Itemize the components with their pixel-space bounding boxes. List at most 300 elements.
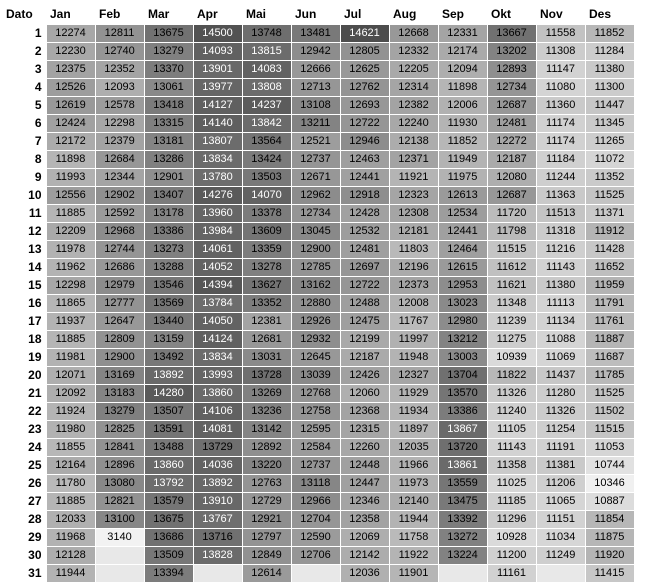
heatmap-cell: 13892: [144, 367, 193, 385]
heatmap-cell: 13984: [193, 223, 242, 241]
column-header-jun: Jun: [291, 4, 340, 25]
heatmap-cell: 11415: [585, 565, 634, 583]
table-row: [6, 331, 634, 349]
heatmap-cell: 14070: [242, 187, 291, 205]
heatmap-cell: 11345: [585, 115, 634, 133]
heatmap-cell: 12187: [340, 349, 389, 367]
heatmap-cell: 12382: [389, 97, 438, 115]
heatmap-cell: 13507: [144, 403, 193, 421]
heatmap-cell: 12849: [242, 547, 291, 565]
heatmap-cell: 12375: [46, 61, 95, 79]
heatmap-cell: 14500: [193, 25, 242, 43]
table-row: [6, 151, 634, 169]
heatmap-cell: 12205: [389, 61, 438, 79]
heatmap-cell: 11381: [536, 457, 585, 475]
row-header-13: 13: [6, 241, 46, 259]
heatmap-cell: 11865: [46, 295, 95, 313]
heatmap-cell: 11380: [536, 277, 585, 295]
heatmap-cell: 11652: [585, 259, 634, 277]
heatmap-cell: 12744: [95, 241, 144, 259]
heatmap-cell: 12918: [340, 187, 389, 205]
heatmap-cell: [438, 565, 487, 583]
heatmap-cell: 13861: [438, 457, 487, 475]
heatmap-cell: 11875: [585, 529, 634, 547]
heatmap-cell: 11791: [585, 295, 634, 313]
heatmap-cell: 11558: [536, 25, 585, 43]
heatmap-cell: 12332: [389, 43, 438, 61]
heatmap-cell: 11025: [487, 475, 536, 493]
heatmap-cell: 12035: [389, 439, 438, 457]
table-row: [6, 403, 634, 421]
heatmap-cell: 12140: [389, 493, 438, 511]
heatmap-cell: 12619: [46, 97, 95, 115]
heatmap-cell: 13394: [144, 565, 193, 583]
column-headers: [6, 4, 634, 25]
heatmap-cell: 14621: [340, 25, 389, 43]
heatmap-cell: 12172: [46, 133, 95, 151]
heatmap-cell: 13178: [144, 205, 193, 223]
table-row: [6, 205, 634, 223]
heatmap-cell: 12821: [95, 493, 144, 511]
row-header-20: 20: [6, 367, 46, 385]
heatmap-cell: 12968: [95, 223, 144, 241]
column-header-feb: Feb: [95, 4, 144, 25]
table-row: [6, 439, 634, 457]
heatmap-cell: 12272: [487, 133, 536, 151]
heatmap-cell: 12260: [340, 439, 389, 457]
table-row: [6, 565, 634, 583]
heatmap-cell: 11997: [389, 331, 438, 349]
heatmap-cell: 11758: [389, 529, 438, 547]
table-row: [6, 43, 634, 61]
heatmap-cell: [95, 547, 144, 565]
heatmap-cell: 11244: [536, 169, 585, 187]
heatmap-cell: 13767: [193, 511, 242, 529]
heatmap-cell: 11854: [585, 511, 634, 529]
heatmap-cell: 13748: [242, 25, 291, 43]
heatmap-cell: 13910: [193, 493, 242, 511]
heatmap-cell: 12979: [95, 277, 144, 295]
heatmap-cell: 12368: [340, 403, 389, 421]
heatmap-cell: 12308: [389, 205, 438, 223]
heatmap-cell: 12942: [291, 43, 340, 61]
heatmap-cell: 14081: [193, 421, 242, 439]
table-row: [6, 349, 634, 367]
heatmap-cell: 13828: [193, 547, 242, 565]
column-header-jul: Jul: [340, 4, 389, 25]
row-header-7: 7: [6, 133, 46, 151]
heatmap-cell: 12763: [242, 475, 291, 493]
heatmap-cell: 11216: [536, 241, 585, 259]
column-header-okt: Okt: [487, 4, 536, 25]
heatmap-cell: 12762: [340, 79, 389, 97]
heatmap-cell: 12323: [389, 187, 438, 205]
heatmap-cell: 13220: [242, 457, 291, 475]
heatmap-cell: 11978: [46, 241, 95, 259]
heatmap-cell: 13272: [438, 529, 487, 547]
heatmap-cell: 12373: [389, 277, 438, 295]
heatmap-cell: 11929: [389, 385, 438, 403]
heatmap-cell: 11080: [536, 79, 585, 97]
heatmap-cell: 13569: [144, 295, 193, 313]
row-header-14: 14: [6, 259, 46, 277]
table-row: [6, 295, 634, 313]
table-row: [6, 259, 634, 277]
heatmap-cell: 13352: [242, 295, 291, 313]
heatmap-cell: 13559: [438, 475, 487, 493]
heatmap-cell: 12138: [389, 133, 438, 151]
heatmap-cell: 13704: [438, 367, 487, 385]
heatmap-cell: 13370: [144, 61, 193, 79]
heatmap-cell: 11981: [46, 349, 95, 367]
heatmap-cell: 12901: [144, 169, 193, 187]
table-row: [6, 457, 634, 475]
heatmap-cell: 10939: [487, 349, 536, 367]
heatmap-cell: 11174: [536, 115, 585, 133]
heatmap-cell: 13960: [193, 205, 242, 223]
heatmap-cell: 13977: [193, 79, 242, 97]
heatmap-cell: 14124: [193, 331, 242, 349]
heatmap-body: [6, 25, 634, 583]
table-row: [6, 133, 634, 151]
heatmap-cell: 13236: [242, 403, 291, 421]
row-header-19: 19: [6, 349, 46, 367]
table-row: [6, 547, 634, 565]
row-header-1: 1: [6, 25, 46, 43]
heatmap-cell: 11968: [46, 529, 95, 547]
heatmap-cell: 12464: [438, 241, 487, 259]
heatmap-cell: 11975: [438, 169, 487, 187]
heatmap-cell: 12331: [438, 25, 487, 43]
row-header-3: 3: [6, 61, 46, 79]
heatmap-cell: 12734: [487, 79, 536, 97]
row-header-23: 23: [6, 421, 46, 439]
heatmap-cell: 12327: [389, 367, 438, 385]
row-header-22: 22: [6, 403, 46, 421]
heatmap-cell: 13834: [193, 151, 242, 169]
heatmap-cell: 11105: [487, 421, 536, 439]
heatmap-cell: 12722: [340, 277, 389, 295]
heatmap-cell: 11200: [487, 547, 536, 565]
heatmap-cell: 12230: [46, 43, 95, 61]
heatmap-cell: 11113: [536, 295, 585, 313]
row-header-24: 24: [6, 439, 46, 457]
heatmap-cell: 10928: [487, 529, 536, 547]
heatmap-cell: 12681: [242, 331, 291, 349]
heatmap-cell: 14280: [144, 385, 193, 403]
heatmap-cell: 12481: [340, 241, 389, 259]
heatmap-header-row: [6, 4, 634, 25]
heatmap-cell: 12240: [389, 115, 438, 133]
heatmap-cell: 12825: [95, 421, 144, 439]
heatmap-cell: 11525: [585, 385, 634, 403]
heatmap-cell: 12209: [46, 223, 95, 241]
heatmap-cell: 13728: [242, 367, 291, 385]
heatmap-cell: 12704: [291, 511, 340, 529]
heatmap-cell: [291, 565, 340, 583]
heatmap-cell: 12346: [340, 493, 389, 511]
heatmap-cell: 13808: [242, 79, 291, 97]
heatmap-cell: 12697: [340, 259, 389, 277]
table-row: [6, 187, 634, 205]
table-row: [6, 493, 634, 511]
heatmap-cell: 12841: [95, 439, 144, 457]
heatmap-cell: 11798: [487, 223, 536, 241]
heatmap-cell: 12379: [95, 133, 144, 151]
corner-label: Dato: [6, 4, 46, 25]
heatmap-cell: 12734: [291, 205, 340, 223]
column-header-mar: Mar: [144, 4, 193, 25]
row-header-15: 15: [6, 277, 46, 295]
heatmap-cell: 12902: [95, 187, 144, 205]
column-header-des: Des: [585, 4, 634, 25]
table-row: [6, 115, 634, 133]
heatmap-cell: 12687: [487, 187, 536, 205]
heatmap-cell: 11720: [487, 205, 536, 223]
heatmap-cell: 14276: [193, 187, 242, 205]
heatmap-cell: 13039: [291, 367, 340, 385]
row-header-17: 17: [6, 313, 46, 331]
heatmap-cell: 13162: [291, 277, 340, 295]
heatmap-cell: 13860: [193, 385, 242, 403]
heatmap-cell: 11761: [585, 313, 634, 331]
heatmap-cell: 11901: [389, 565, 438, 583]
heatmap-cell: 13807: [193, 133, 242, 151]
heatmap-cell: 14052: [193, 259, 242, 277]
heatmap-cell: 12381: [242, 313, 291, 331]
heatmap-cell: 12921: [242, 511, 291, 529]
heatmap-cell: 10346: [585, 475, 634, 493]
heatmap-cell: 11239: [487, 313, 536, 331]
heatmap-cell: 13181: [144, 133, 193, 151]
heatmap-cell: 11885: [46, 205, 95, 223]
heatmap-cell: 11240: [487, 403, 536, 421]
heatmap-cell: 11822: [487, 367, 536, 385]
heatmap-cell: 11184: [536, 151, 585, 169]
heatmap-cell: 11363: [536, 187, 585, 205]
heatmap-cell: 11134: [536, 313, 585, 331]
table-row: [6, 313, 634, 331]
heatmap-cell: [536, 565, 585, 583]
heatmap-cell: 13784: [193, 295, 242, 313]
heatmap-cell: 12686: [95, 259, 144, 277]
row-header-29: 29: [6, 529, 46, 547]
heatmap-cell: 11937: [46, 313, 95, 331]
heatmap-cell: 11852: [438, 133, 487, 151]
heatmap-cell: 13867: [438, 421, 487, 439]
heatmap-cell: 12092: [46, 385, 95, 403]
heatmap-cell: 13023: [438, 295, 487, 313]
heatmap-cell: 11944: [46, 565, 95, 583]
heatmap-cell: 11502: [585, 403, 634, 421]
heatmap-cell: 12900: [95, 349, 144, 367]
heatmap-cell: 13100: [95, 511, 144, 529]
heatmap-cell: 12953: [438, 277, 487, 295]
heatmap-cell: 11912: [585, 223, 634, 241]
heatmap-cell: 11898: [46, 151, 95, 169]
heatmap-cell: 12196: [389, 259, 438, 277]
heatmap-cell: 11147: [536, 61, 585, 79]
heatmap-cell: 11143: [536, 259, 585, 277]
heatmap-cell: 12590: [291, 529, 340, 547]
column-header-aug: Aug: [389, 4, 438, 25]
heatmap-cell: 12614: [242, 565, 291, 583]
heatmap-cell: 13315: [144, 115, 193, 133]
heatmap-cell: 12521: [291, 133, 340, 151]
table-row: [6, 529, 634, 547]
heatmap-cell: 11855: [46, 439, 95, 457]
heatmap-cell: 12447: [340, 475, 389, 493]
heatmap-cell: 11191: [536, 439, 585, 457]
heatmap-cell: 12722: [340, 115, 389, 133]
table-row: [6, 241, 634, 259]
heatmap-cell: 12526: [46, 79, 95, 97]
heatmap-cell: 12428: [340, 205, 389, 223]
row-header-10: 10: [6, 187, 46, 205]
heatmap-cell: 12534: [438, 205, 487, 223]
heatmap-cell: 12314: [389, 79, 438, 97]
table-row: [6, 223, 634, 241]
heatmap-cell: 11428: [585, 241, 634, 259]
column-header-sep: Sep: [438, 4, 487, 25]
heatmap-cell: 11265: [585, 133, 634, 151]
heatmap-cell: 11308: [536, 43, 585, 61]
heatmap-cell: 11930: [438, 115, 487, 133]
heatmap-cell: 12358: [340, 511, 389, 529]
heatmap-cell: 11318: [536, 223, 585, 241]
heatmap-cell: 13279: [144, 43, 193, 61]
heatmap-cell: 13901: [193, 61, 242, 79]
heatmap-cell: 11885: [46, 331, 95, 349]
heatmap-cell: 11275: [487, 331, 536, 349]
heatmap-cell: 13269: [242, 385, 291, 403]
heatmap-cell: 11944: [389, 511, 438, 529]
heatmap-cell: 11898: [438, 79, 487, 97]
table-row: [6, 367, 634, 385]
heatmap-cell: 11206: [536, 475, 585, 493]
column-header-mai: Mai: [242, 4, 291, 25]
heatmap-cell: 11515: [585, 421, 634, 439]
row-header-31: 31: [6, 565, 46, 583]
heatmap-container: [0, 4, 661, 580]
heatmap-cell: 11922: [389, 547, 438, 565]
heatmap-cell: 12893: [487, 61, 536, 79]
heatmap-cell: 12344: [95, 169, 144, 187]
heatmap-cell: 14036: [193, 457, 242, 475]
heatmap-cell: 13359: [242, 241, 291, 259]
heatmap-cell: 12900: [291, 241, 340, 259]
row-header-28: 28: [6, 511, 46, 529]
heatmap-cell: 11371: [585, 205, 634, 223]
heatmap-cell: 12036: [340, 565, 389, 583]
heatmap-cell: 13440: [144, 313, 193, 331]
heatmap-cell: 3140: [95, 529, 144, 547]
table-row: [6, 61, 634, 79]
heatmap-cell: 12142: [340, 547, 389, 565]
heatmap-cell: [193, 565, 242, 583]
heatmap-cell: 14050: [193, 313, 242, 331]
heatmap-cell: 13546: [144, 277, 193, 295]
heatmap-cell: 13488: [144, 439, 193, 457]
heatmap-cell: 11621: [487, 277, 536, 295]
heatmap-cell: 11920: [585, 547, 634, 565]
heatmap-cell: 11065: [536, 493, 585, 511]
heatmap-cell: 13378: [242, 205, 291, 223]
heatmap-cell: 13108: [291, 97, 340, 115]
heatmap-cell: 12758: [291, 403, 340, 421]
heatmap-cell: 13570: [438, 385, 487, 403]
heatmap-cell: 14140: [193, 115, 242, 133]
heatmap-cell: 13579: [144, 493, 193, 511]
heatmap-cell: 12926: [291, 313, 340, 331]
heatmap-cell: 12595: [291, 421, 340, 439]
heatmap-cell: 12693: [340, 97, 389, 115]
heatmap-cell: 12199: [340, 331, 389, 349]
heatmap-cell: 13212: [438, 331, 487, 349]
heatmap-cell: 14083: [242, 61, 291, 79]
heatmap-cell: 13061: [144, 79, 193, 97]
heatmap-cell: 12666: [291, 61, 340, 79]
heatmap-cell: 12274: [46, 25, 95, 43]
heatmap-cell: 12532: [340, 223, 389, 241]
row-header-21: 21: [6, 385, 46, 403]
heatmap-cell: 11612: [487, 259, 536, 277]
heatmap-cell: 13045: [291, 223, 340, 241]
heatmap-cell: 12069: [340, 529, 389, 547]
row-header-18: 18: [6, 331, 46, 349]
row-header-11: 11: [6, 205, 46, 223]
heatmap-table: [6, 4, 635, 583]
heatmap-cell: 13288: [144, 259, 193, 277]
heatmap-cell: 11962: [46, 259, 95, 277]
heatmap-cell: 12729: [242, 493, 291, 511]
heatmap-cell: 11513: [536, 205, 585, 223]
heatmap-cell: 12613: [438, 187, 487, 205]
heatmap-cell: 11284: [585, 43, 634, 61]
heatmap-cell: 12298: [46, 277, 95, 295]
heatmap-cell: 11352: [585, 169, 634, 187]
heatmap-cell: 12592: [95, 205, 144, 223]
heatmap-cell: 12785: [291, 259, 340, 277]
heatmap-cell: 11515: [487, 241, 536, 259]
heatmap-cell: 13386: [438, 403, 487, 421]
heatmap-cell: 13591: [144, 421, 193, 439]
heatmap-cell: 11143: [487, 439, 536, 457]
heatmap-cell: 13492: [144, 349, 193, 367]
heatmap-cell: 12962: [291, 187, 340, 205]
heatmap-cell: 10744: [585, 457, 634, 475]
heatmap-cell: 11525: [585, 187, 634, 205]
table-row: [6, 277, 634, 295]
heatmap-cell: 13481: [291, 25, 340, 43]
heatmap-cell: 12080: [487, 169, 536, 187]
heatmap-cell: 11785: [585, 367, 634, 385]
heatmap-cell: 11161: [487, 565, 536, 583]
heatmap-cell: 13627: [242, 277, 291, 295]
heatmap-cell: 11767: [389, 313, 438, 331]
column-header-apr: Apr: [193, 4, 242, 25]
heatmap-cell: 12475: [340, 313, 389, 331]
heatmap-cell: 12668: [389, 25, 438, 43]
heatmap-cell: 12684: [95, 151, 144, 169]
heatmap-cell: 12441: [340, 169, 389, 187]
heatmap-cell: 13418: [144, 97, 193, 115]
heatmap-cell: 13159: [144, 331, 193, 349]
heatmap-cell: 13686: [144, 529, 193, 547]
heatmap-cell: 11687: [585, 349, 634, 367]
row-header-25: 25: [6, 457, 46, 475]
heatmap-cell: 12625: [340, 61, 389, 79]
